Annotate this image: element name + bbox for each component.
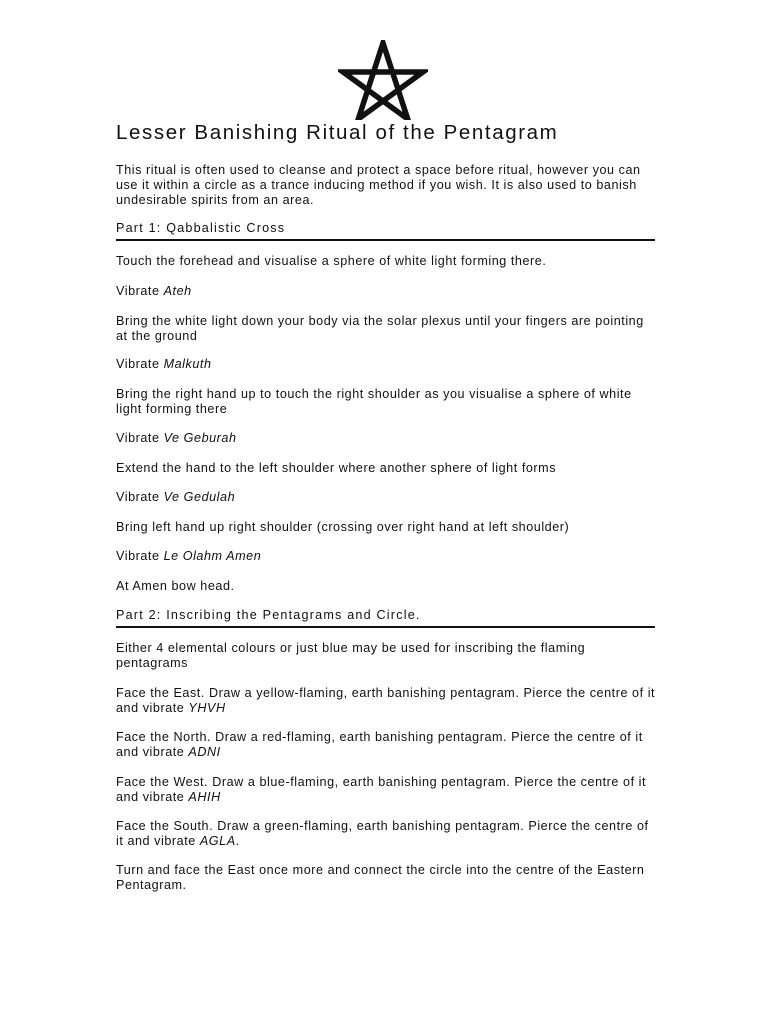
part2-face-south (116, 819, 656, 849)
part1-step-bow: At Amen bow head. (116, 579, 235, 593)
vibrate-word: YHVH (188, 700, 226, 715)
vibrate-word: Malkuth (163, 357, 212, 371)
part1-step-left-shoulder: Extend the hand to the left shoulder where another sphere of light forms (116, 461, 557, 475)
document-title: Lesser Banishing Ritual of the Pentagram (116, 121, 559, 144)
part1-step-crossing: Bring left hand up right shoulder (crossing over right hand at left shoulder) (116, 520, 570, 534)
part2-colours-note: Either 4 elemental colours or just blue may be used for inscribing the flaming pentagrams (116, 641, 586, 670)
vibrate-word: Ve Gedulah (163, 490, 236, 504)
direction-text: Face the South. Draw a green-flaming, earth banishing pentagram. Pierce the centre of it and vibrate (116, 819, 649, 848)
vibrate-label: Vibrate (116, 357, 164, 371)
part2-face-east (116, 686, 656, 716)
vibrate-word: AHIH (188, 789, 221, 804)
vibrate-word: AGLA (199, 833, 236, 848)
intro-paragraph: This ritual is often used to cleanse and protect a space before ritual, however you can use it within a circle as a trance inducing method if you wish. It is also used to banish undesirable spirits from an area. (116, 163, 641, 207)
part1-step-forehead: Touch the forehead and visualise a sphere of white light forming there. (116, 254, 547, 268)
part1-step-light-down: Bring the white light down your body via the solar plexus until your fingers are pointing at the ground (116, 314, 644, 343)
vibrate-word: Le Olahm Amen (163, 549, 262, 563)
vibrate-word: ADNI (188, 744, 221, 759)
part1-vibrate-geburah (116, 431, 656, 446)
pentagram-icon (338, 40, 428, 120)
part1-vibrate-malkuth (116, 357, 656, 372)
part1-vibrate-gedulah (116, 490, 656, 505)
part1-step-right-shoulder: Bring the right hand up to touch the right shoulder as you visualise a sphere of white light forming there (116, 387, 632, 416)
part1-vibrate-ateh (116, 284, 656, 299)
direction-text: Face the East. Draw a yellow-flaming, earth banishing pentagram. Pierce the centre of it and vibrate (116, 686, 656, 715)
direction-text: Face the West. Draw a blue-flaming, earth banishing pentagram. Pierce the centre of it and vibrate (116, 775, 647, 804)
vibrate-label: Vibrate (116, 549, 164, 563)
direction-text: Face the North. Draw a red-flaming, earth banishing pentagram. Pierce the centre of it and vibrate (116, 730, 643, 759)
vibrate-word: Ve Geburah (163, 431, 237, 445)
part2-face-north (116, 730, 656, 760)
part2-face-west (116, 775, 656, 805)
part2-closing: Turn and face the East once more and connect the circle into the centre of the Eastern Pentagram. (116, 863, 645, 892)
vibrate-label: Vibrate (116, 490, 164, 504)
vibrate-label: Vibrate (116, 431, 164, 445)
sentence-end: . (235, 833, 240, 848)
vibrate-word: Ateh (163, 284, 192, 298)
part1-heading: Part 1: Qabbalistic Cross (116, 221, 655, 241)
part1-vibrate-olahm-amen (116, 549, 656, 564)
vibrate-label: Vibrate (116, 284, 164, 298)
part2-heading: Part 2: Inscribing the Pentagrams and Circle. (116, 608, 655, 628)
